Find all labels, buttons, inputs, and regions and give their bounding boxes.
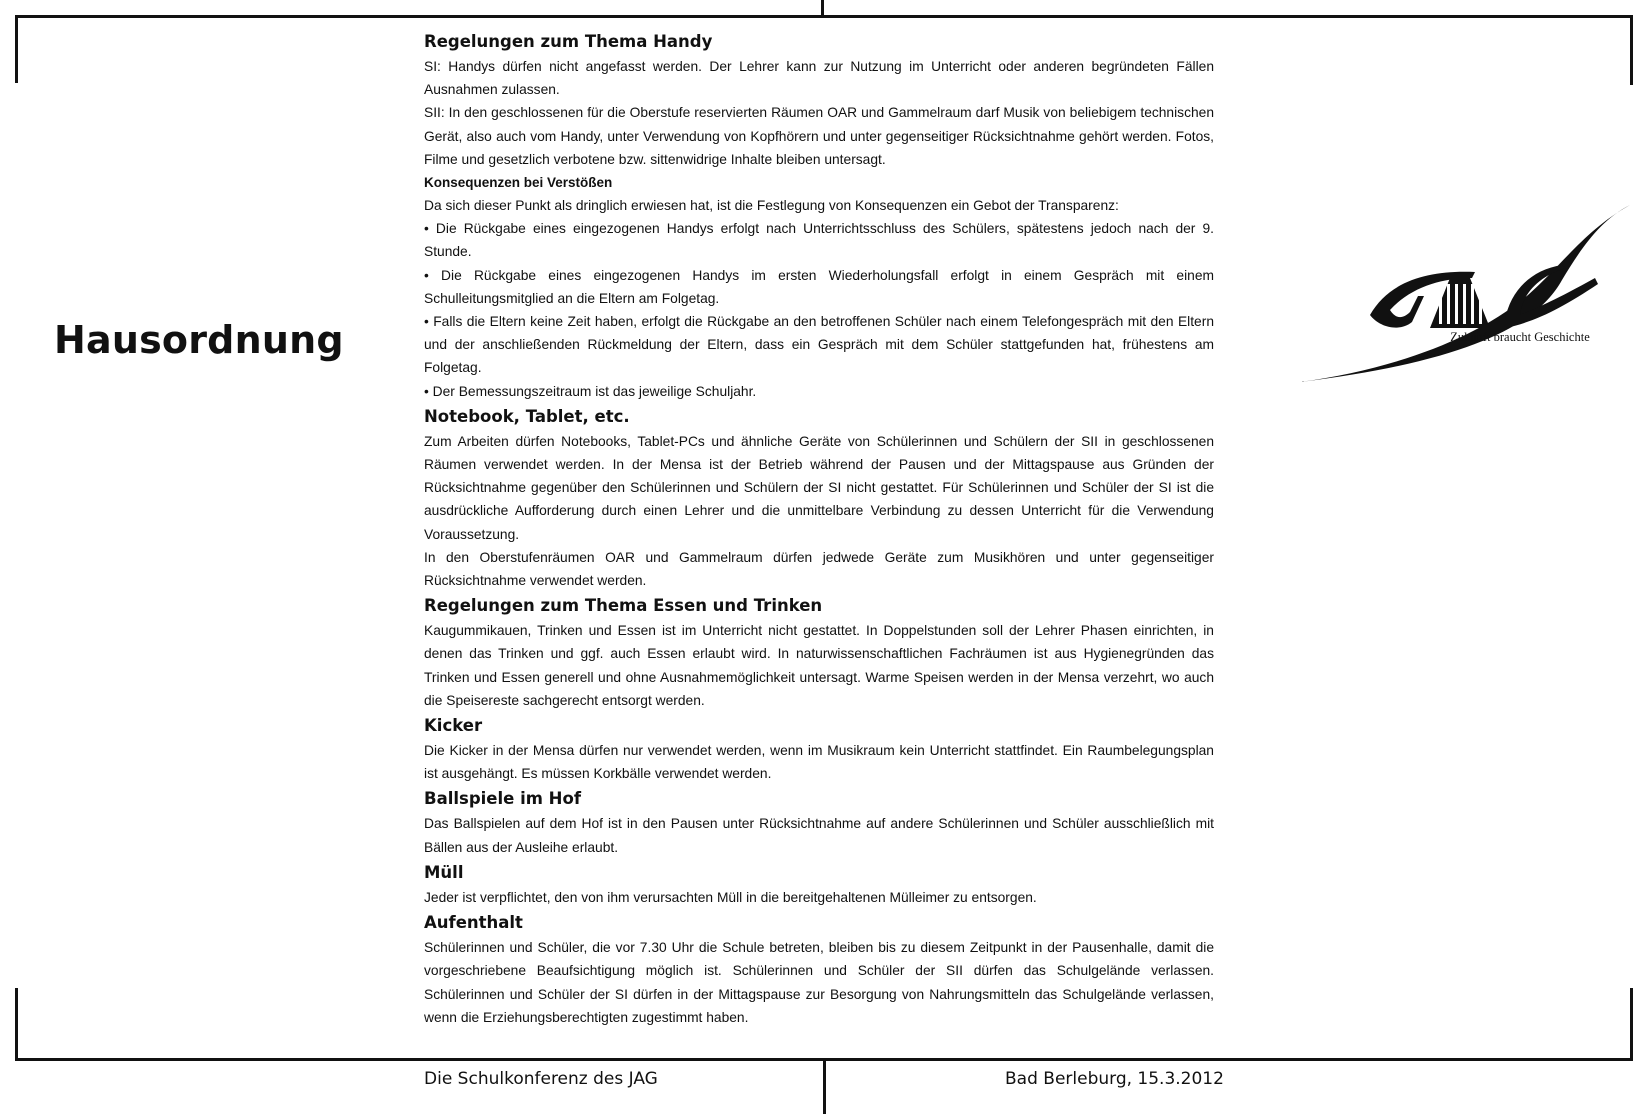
- paragraph: SII: In den geschlossenen für die Oberstufe reservierten Räumen OAR und Gammelraum darf Musik von beliebigem technischen Gerät, also auch vom Handy, unter Verwendung von Kopfhörern und unter gegenseitiger Rücksichtnahme gehört werden. Fotos, Filme und gesetzlich verbotene bzw. sittenwidrige Inhalte bleiben untersagt.: [424, 105, 1214, 167]
- paragraph: Kaugummikauen, Trinken und Essen ist im Unterricht nicht gestattet. In Doppelstunden soll der Lehrer Phasen einrichten, in denen das Trinken und ggf. auch Essen erlaubt wird. In naturwissenschaftlichen Fachräumen ist aus Hygienegründen das Trinken und Essen generell und ohne Ausnahmemöglichkeit untersagt. Warme Speisen werden in der Mensa verzehrt, wo auch die Speisereste sachgerecht entsorgt werden.: [424, 623, 1214, 708]
- list-item: • Falls die Eltern keine Zeit haben, erfolgt die Rückgabe an den betroffenen Schüler nach einem Telefongespräch mit den Eltern und der anschließenden Rückmeldung der Eltern, dass ein Gespräch mit dem Schüler stattgefunden hat, frühestens am Folgetag.: [424, 314, 1214, 376]
- paragraph: Das Ballspielen auf dem Hof ist in den Pausen unter Rücksichtnahme auf andere Schülerinnen und Schüler ausschließlich mit Bällen aus der Ausleihe erlaubt.: [424, 816, 1214, 855]
- frame-right-lower: [1630, 988, 1633, 1060]
- section-heading: Regelungen zum Thema Essen und Trinken: [424, 596, 823, 616]
- footer-place-date: Bad Berleburg, 15.3.2012: [1005, 1069, 1224, 1089]
- paragraph: Schülerinnen und Schüler, die vor 7.30 Uhr die Schule betreten, bleiben bis zu diesem Zeitpunkt in der Pausenhalle, damit die vorgeschriebene Beaufsichtigung möglich ist. Schülerinnen und Schüler der SII dürfen das Schulgelände verlassen. Schülerinnen und Schüler der SI dürfen in der Mittagspause zur Besorgung von Nahrungsmitteln das Schulgelände verlassen, wenn die Erziehungsberechtigten zugestimmt haben.: [424, 940, 1214, 1025]
- section-heading: Aufenthalt: [424, 913, 523, 933]
- section-subheading: Konsequenzen bei Verstößen: [424, 175, 613, 191]
- paragraph: Da sich dieser Punkt als dringlich erwiesen hat, ist die Festlegung von Konsequenzen ein Gebot der Transparenz:: [424, 198, 1119, 214]
- list-item: • Die Rückgabe eines eingezogenen Handys erfolgt nach Unterrichtsschluss des Schülers, spätestens jedoch nach der 9. Stunde.: [424, 221, 1214, 260]
- paragraph: In den Oberstufenräumen OAR und Gammelraum dürfen jedwede Geräte zum Musikhören und unter gegenseitiger Rücksichtnahme verwendet werden.: [424, 549, 1214, 589]
- list-item: • Die Rückgabe eines eingezogenen Handys im ersten Wiederholungsfall erfolgt in einem Gespräch mit einem Schulleitungsmitglied an die Eltern am Folgetag.: [424, 267, 1214, 306]
- school-logo: [1300, 200, 1630, 385]
- logo-tower: [1430, 278, 1490, 328]
- section-heading: Notebook, Tablet, etc.: [424, 406, 630, 426]
- frame-left-upper: [15, 15, 18, 83]
- frame-left-lower: [15, 988, 18, 1060]
- rules-content: [424, 28, 1214, 1029]
- paragraph: Die Kicker in der Mensa dürfen nur verwendet werden, wenn im Musikraum kein Unterricht stattfindet. Ein Raumbelegungsplan ist ausgehängt. Es müssen Korkbälle verwendet werden.: [424, 743, 1214, 782]
- section-heading: Kicker: [424, 716, 483, 736]
- frame-top-line: [15, 15, 1633, 18]
- frame-top-center-tick: [821, 0, 824, 17]
- paragraph: SI: Handys dürfen nicht angefasst werden. Der Lehrer kann zur Nutzung im Unterricht oder anderen begründeten Fällen Ausnahmen zulassen.: [424, 59, 1214, 98]
- frame-right-upper: [1630, 15, 1633, 85]
- page-title: Hausordnung: [54, 318, 344, 362]
- section-heading: Müll: [424, 862, 464, 882]
- paragraph: Jeder ist verpflichtet, den von ihm verursachten Müll in die bereitgehaltenen Mülleimer zu entsorgen.: [424, 889, 1037, 905]
- section-heading: Ballspiele im Hof: [424, 789, 582, 809]
- list-item: • Der Bemessungszeitraum ist das jeweilige Schuljahr.: [424, 383, 757, 399]
- frame-bottom-center-divider: [823, 1058, 826, 1114]
- section-heading: Regelungen zum Thema Handy: [424, 32, 713, 51]
- logo-motto: Zukunft braucht Geschichte: [1450, 330, 1590, 344]
- footer-signature: Die Schulkonferenz des JAG: [424, 1069, 658, 1089]
- paragraph: Zum Arbeiten dürfen Notebooks, Tablet-PCs und ähnliche Geräte von Schülerinnen und Schülern der SII in geschlossenen Räumen verwendet werden. In der Mensa ist der Betrieb während der Pausen und der Mittagspause aus Gründen der Rücksichtnahme gegenüber den Schülerinnen und Schülern der SI nicht gestattet. Für Schülerinnen und Schüler der SI ist die ausdrückliche Aufforderung durch einen Lehrer und die unmittelbare Verbindung zu dessen Unterricht für die Verwendung Voraussetzung.: [424, 433, 1214, 542]
